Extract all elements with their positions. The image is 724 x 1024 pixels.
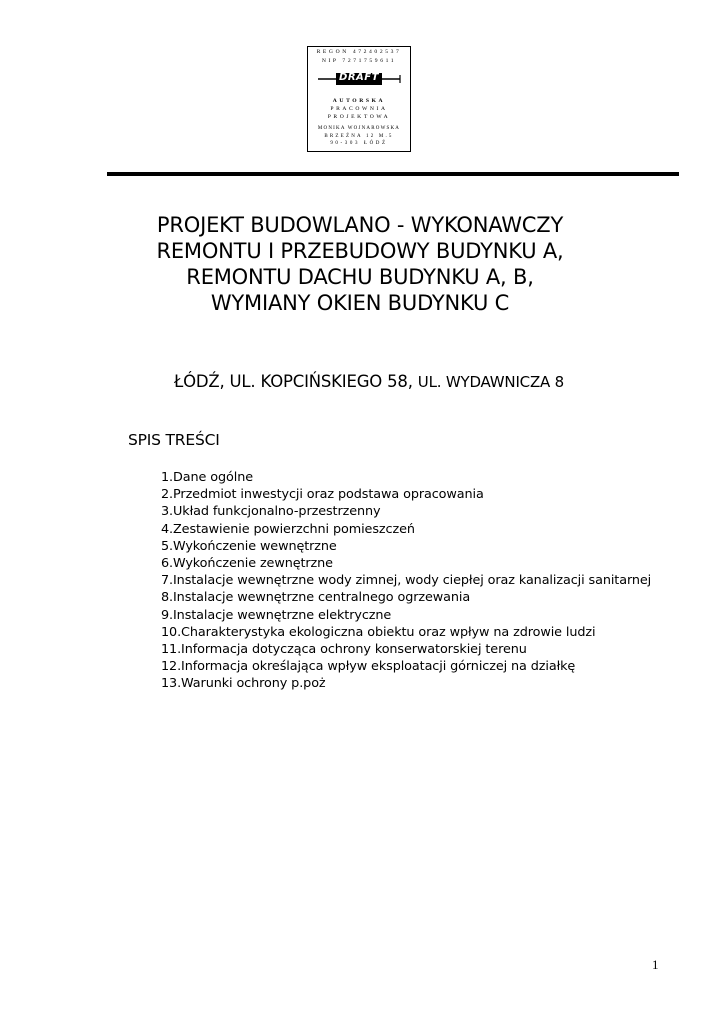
stamp-street: BRZEŹNA 12 M.5 xyxy=(324,134,394,139)
stamp-nip: NIP 7271759611 xyxy=(321,58,397,64)
page-number: 1 xyxy=(652,957,659,972)
toc-item: 6.Wykończenie zewnętrzne xyxy=(161,556,333,572)
address-secondary: UL. WYDAWNICZA 8 xyxy=(417,373,564,391)
stamp-logo-text: DRAFT xyxy=(339,72,379,83)
title-line-3: REMONTU DACHU BUDYNKU A, B, xyxy=(186,265,534,289)
project-title xyxy=(110,212,610,316)
company-stamp xyxy=(307,46,411,152)
stamp-regon: REGON 472402537 xyxy=(316,49,402,55)
toc-item: 10.Charakterystyka ekologiczna obiektu oraz wpływ na zdrowie ludzi xyxy=(161,624,596,640)
stamp-owner: MONIKA WOJNAROWSKA xyxy=(317,126,401,131)
toc-item: 12.Informacja określająca wpływ eksploatacji górniczej na działkę xyxy=(161,659,576,675)
toc-item: 11.Informacja dotycząca ochrony konserwatorskiej terenu xyxy=(161,642,527,658)
toc-item: 5.Wykończenie wewnętrzne xyxy=(161,538,337,554)
project-address xyxy=(174,372,564,391)
title-line-4: WYMIANY OKIEN BUDYNKU C xyxy=(210,291,510,315)
stamp-line-autorska: AUTORSKA xyxy=(332,98,386,104)
toc-item: 3.Układ funkcjonalno-przestrzenny xyxy=(161,504,381,520)
stamp-city: 90-303 ŁÓDŹ xyxy=(330,141,388,146)
toc-item: 8.Instalacje wewnętrzne centralnego ogrzewania xyxy=(161,590,471,606)
stamp-line-pracownia: PRACOWNIA xyxy=(330,106,388,112)
toc-item: 7.Instalacje wewnętrzne wody zimnej, wody ciepłej oraz kanalizacji sanitarnej xyxy=(161,573,652,589)
toc-item: 4.Zestawienie powierzchni pomieszczeń xyxy=(161,521,415,537)
toc-item: 2.Przedmiot inwestycji oraz podstawa opracowania xyxy=(161,487,484,503)
header-divider xyxy=(107,172,679,176)
address-main: ŁÓDŹ, UL. KOPCIŃSKIEGO 58, xyxy=(174,372,413,391)
toc-item: 1.Dane ogólne xyxy=(161,470,253,485)
toc-item: 13.Warunki ochrony p.poż xyxy=(161,676,326,692)
title-line-2: REMONTU I PRZEBUDOWY BUDYNKU A, xyxy=(156,239,564,263)
stamp-line-projektowa: PROJEKTOWA xyxy=(327,114,391,120)
table-of-contents xyxy=(161,469,651,693)
title-line-1: PROJEKT BUDOWLANO - WYKONAWCZY xyxy=(156,213,564,237)
toc-item: 9.Instalacje wewnętrzne elektryczne xyxy=(161,607,392,623)
toc-heading: SPIS TREŚCI xyxy=(128,431,220,449)
